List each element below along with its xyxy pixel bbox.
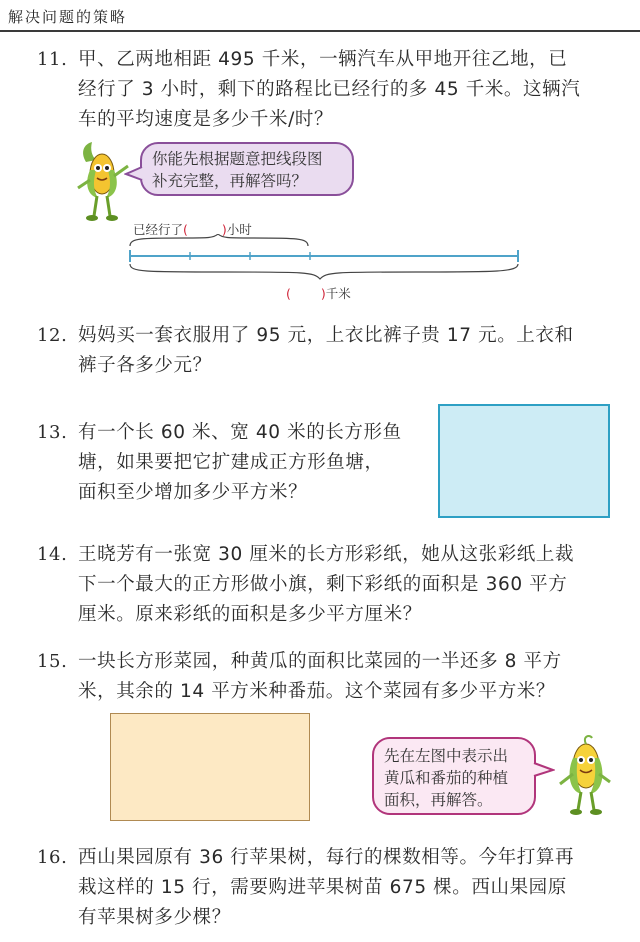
hint-line: 黄瓜和番茄的种植 — [384, 769, 509, 787]
page-title: 解决问题的策略 — [8, 8, 128, 26]
problem-line: 栽这样的 15 行，需要购进苹果树苗 675 棵。西山果园原 — [78, 877, 567, 898]
segment-top-prefix: 已经行了 — [133, 222, 184, 237]
hint-line: 补充完整，再解答吗？ — [152, 172, 308, 190]
problem-line: 一块长方形菜园，种黄瓜的面积比菜园的一半还多 8 平方 — [78, 651, 562, 672]
problem-line: 米，其余的 14 平方米种番茄。这个菜园有多少平方米？ — [78, 681, 556, 702]
problem-line: 妈妈买一套衣服用了 95 元，上衣比裤子贵 17 元。上衣和 — [78, 325, 574, 346]
problem-number: 12. — [37, 325, 68, 346]
hint-line: 你能先根据题意把线段图 — [152, 150, 323, 168]
problem-line: 塘，如果要把它扩建成正方形鱼塘， — [78, 452, 384, 473]
problem-11 — [37, 45, 581, 135]
problem-line: 裤子各多少元？ — [78, 355, 212, 376]
segment-bottom-suffix: 千米 — [325, 286, 351, 301]
segment-paren: ) — [320, 286, 326, 301]
hint-line: 面积，再解答。 — [384, 791, 493, 809]
problem-line: 有一个长 60 米、宽 40 米的长方形鱼 — [78, 422, 402, 443]
fishpond-rectangle — [438, 404, 610, 518]
bubble-tail — [124, 166, 144, 182]
header-rule — [0, 30, 640, 32]
page-header — [0, 4, 640, 30]
segment-paren: ) — [221, 222, 227, 237]
problem-line: 经行了 3 小时，剩下的路程比已经行的多 45 千米。这辆汽 — [78, 79, 581, 100]
segment-bottom-label — [286, 284, 351, 302]
bubble-tail — [533, 762, 555, 778]
hint-bubble — [140, 142, 354, 196]
problem-line: 车的平均速度是多少千米/时？ — [78, 109, 334, 130]
problem-12 — [37, 321, 574, 381]
problem-line: 王晓芳有一张宽 30 厘米的长方形彩纸，她从这张彩纸上裁 — [78, 544, 575, 565]
segment-top-suffix: 小时 — [226, 222, 252, 237]
segment-paren: ( — [183, 222, 188, 237]
hint-line: 先在左图中表示出 — [384, 747, 509, 765]
problem-number: 16. — [37, 847, 68, 868]
problem-number: 15. — [37, 651, 68, 672]
segment-diagram — [124, 234, 524, 280]
corn-mascot-icon — [556, 734, 614, 816]
problem-line: 有苹果树多少棵？ — [78, 907, 231, 928]
problem-line: 厘米。原来彩纸的面积是多少平方厘米？ — [78, 604, 422, 625]
problem-line: 甲、乙两地相距 495 千米，一辆汽车从甲地开往乙地，已 — [78, 49, 568, 70]
problem-line: 下一个最大的正方形做小旗，剩下彩纸的面积是 360 平方 — [78, 574, 568, 595]
problem-line: 西山果园原有 36 行苹果树，每行的棵数相等。今年打算再 — [78, 847, 575, 868]
problem-14 — [37, 540, 575, 630]
problem-15 — [37, 647, 562, 707]
problem-number: 11. — [37, 49, 68, 70]
problem-line: 面积至少增加多少平方米？ — [78, 482, 308, 503]
problem-16 — [37, 843, 575, 933]
hint-bubble-2 — [372, 737, 536, 815]
vegetable-garden-rectangle — [110, 713, 310, 821]
problem-number: 14. — [37, 544, 68, 565]
problem-13 — [37, 418, 402, 508]
problem-number: 13. — [37, 422, 68, 443]
segment-paren: ( — [286, 286, 291, 301]
